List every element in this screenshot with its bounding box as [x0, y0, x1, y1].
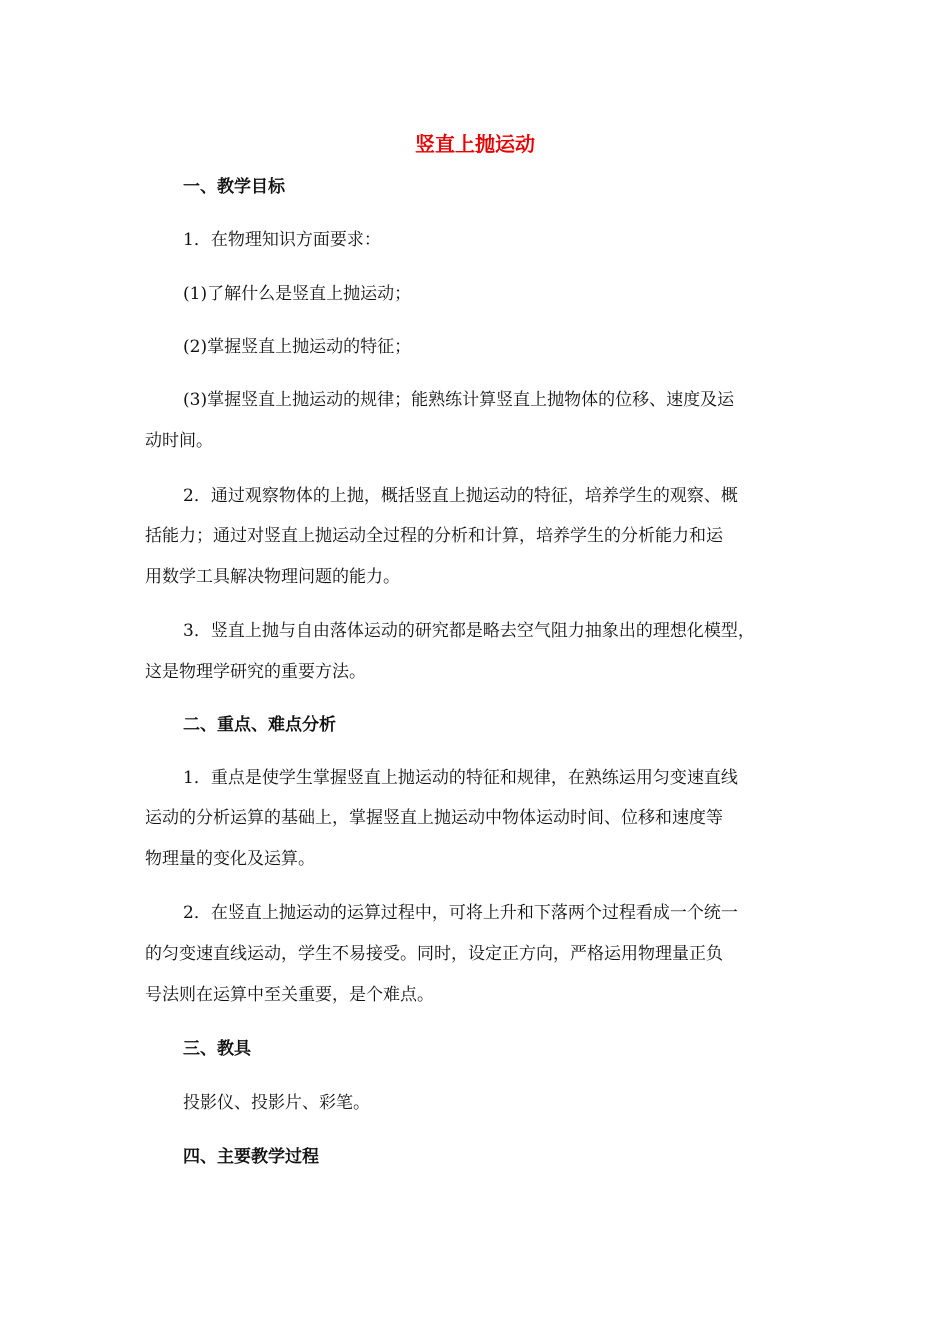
paragraph-line: (1)了解什么是竖直上抛运动； [183, 284, 412, 304]
paragraph-line: 物理量的变化及运算。 [145, 849, 315, 869]
paragraph-line: 2．在竖直上抛运动的运算过程中，可将上升和下落两个过程看成一个统一 [183, 903, 738, 923]
paragraph-line: 2．通过观察物体的上抛，概括竖直上抛运动的特征，培养学生的观察、概 [183, 486, 738, 506]
paragraph-line: 的匀变速直线运动，学生不易接受。同时，设定正方向，严格运用物理量正负 [145, 944, 723, 964]
paragraph-line: 1．重点是使学生掌握竖直上抛运动的特征和规律，在熟练运用匀变速直线 [183, 768, 738, 788]
section-heading-key-points: 二、重点、难点分析 [183, 715, 336, 735]
section-heading-teaching-aids: 三、教具 [183, 1039, 251, 1059]
paragraph-line: 1．在物理知识方面要求： [183, 230, 381, 250]
paragraph-line: 这是物理学研究的重要方法。 [145, 662, 366, 682]
section-heading-teaching-process: 四、主要教学过程 [183, 1147, 319, 1167]
paragraph-line: 运动的分析运算的基础上，掌握竖直上抛运动中物体运动时间、位移和速度等 [145, 808, 723, 828]
document-title: 竖直上抛运动 [415, 132, 535, 156]
paragraph-line: 投影仪、投影片、彩笔。 [183, 1093, 370, 1113]
section-heading-objectives: 一、教学目标 [183, 177, 285, 197]
paragraph-line: 号法则在运算中至关重要，是个难点。 [145, 985, 434, 1005]
paragraph-line: 用数学工具解决物理问题的能力。 [145, 567, 400, 587]
paragraph-line: 括能力；通过对竖直上抛运动全过程的分析和计算，培养学生的分析能力和运 [145, 526, 723, 546]
paragraph-line: (3)掌握竖直上抛运动的规律；能熟练计算竖直上抛物体的位移、速度及运 [183, 390, 735, 410]
paragraph-line: (2)掌握竖直上抛运动的特征； [183, 337, 412, 357]
paragraph-line: 动时间。 [145, 431, 213, 451]
paragraph-line: 3．竖直上抛与自由落体运动的研究都是略去空气阻力抽象出的理想化模型， [183, 621, 755, 641]
